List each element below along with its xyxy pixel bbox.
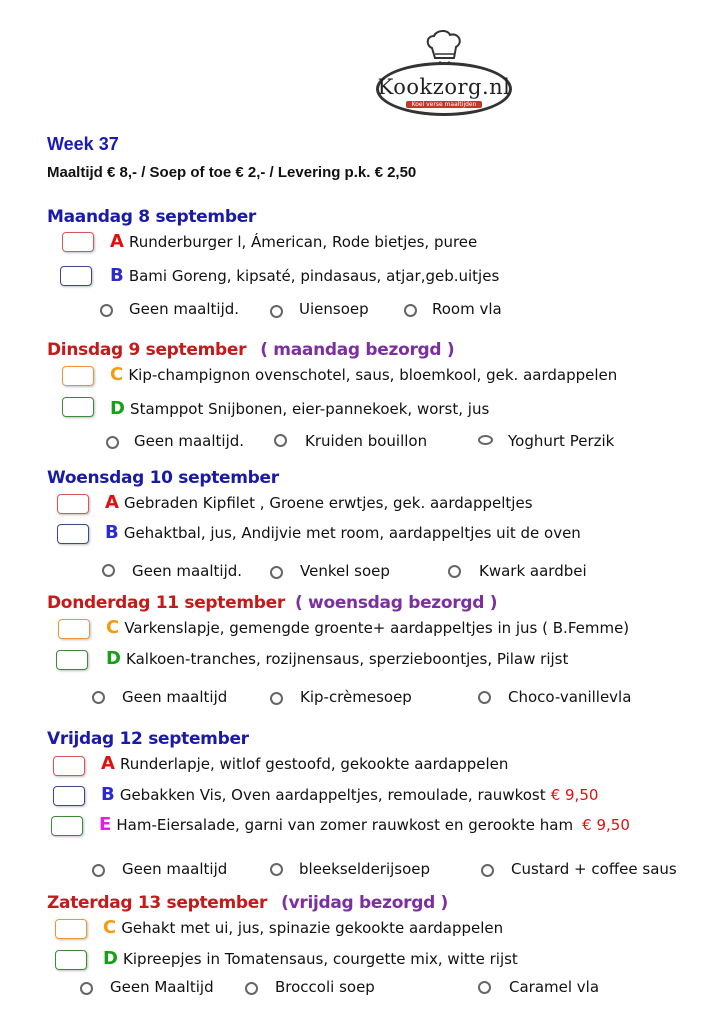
meal-checkbox[interactable] <box>60 266 92 286</box>
day-title-woensdag: Woensdag 10 september <box>47 468 279 488</box>
radio-button[interactable] <box>245 982 258 995</box>
day-title-zaterdag: Zaterdag 13 september (vrijdag bezorgd ) <box>47 893 449 913</box>
meal-checkbox[interactable] <box>62 232 94 252</box>
option-label: Caramel vla <box>509 978 600 996</box>
option-label: Uiensoep <box>299 300 369 318</box>
option-label: Kwark aardbei <box>479 562 587 580</box>
meal-option-d: D Stamppot Snijbonen, eier-pannekoek, worst, jus <box>110 398 490 419</box>
option-label: Custard + coffee saus <box>511 860 677 878</box>
meal-option-d: D Kalkoen-tranches, rozijnensaus, sperzieboontjes, Pilaw rijst <box>106 648 569 669</box>
option-label: Choco-vanillevla <box>508 688 632 706</box>
meal-checkbox[interactable] <box>51 816 83 836</box>
meal-checkbox[interactable] <box>55 950 87 970</box>
meal-option-c: C Kip-champignon ovenschotel, saus, bloemkool, gek. aardappelen <box>110 364 618 385</box>
meal-option-c: C Varkenslapje, gemengde groente+ aardappeltjes in jus ( B.Femme) <box>106 617 630 638</box>
logo-name: Kookzorg.nl <box>377 75 511 99</box>
meal-option-c: C Gehakt met ui, jus, spinazie gekookte aardappelen <box>103 917 504 938</box>
meal-checkbox[interactable] <box>53 756 85 776</box>
radio-button[interactable] <box>270 305 283 318</box>
week-title: Week 37 <box>47 134 119 154</box>
option-label: Venkel soep <box>300 562 390 580</box>
meal-option-b: B Gebakken Vis, Oven aardappeltjes, remoulade, rauwkost € 9,50 <box>101 784 599 805</box>
radio-button[interactable] <box>270 566 283 579</box>
day-title-dinsdag: Dinsdag 9 september ( maandag bezorgd ) <box>47 340 455 360</box>
option-label: Geen maaltijd. <box>129 300 240 318</box>
meal-checkbox[interactable] <box>62 366 94 386</box>
option-label: Yoghurt Perzik <box>508 432 615 450</box>
radio-button[interactable] <box>270 863 283 876</box>
radio-button[interactable] <box>80 982 93 995</box>
meal-checkbox[interactable] <box>53 786 85 806</box>
radio-button[interactable] <box>274 434 287 447</box>
radio-button[interactable] <box>92 864 105 877</box>
meal-option-b: B Bami Goreng, kipsaté, pindasaus, atjar,geb.uitjes <box>110 265 500 286</box>
meal-checkbox[interactable] <box>57 494 89 514</box>
radio-button[interactable] <box>100 304 113 317</box>
option-label: Kip-crèmesoep <box>300 688 412 706</box>
option-label: Geen maaltijd. <box>134 432 245 450</box>
kookzorg-logo <box>374 30 518 122</box>
meal-checkbox[interactable] <box>62 397 94 417</box>
radio-button[interactable] <box>102 564 115 577</box>
radio-button[interactable] <box>448 565 461 578</box>
option-label: Geen maaltijd. <box>132 562 243 580</box>
meal-option-b: B Gehaktbal, jus, Andijvie met room, aardappeltjes uit de oven <box>105 522 581 543</box>
meal-checkbox[interactable] <box>57 524 89 544</box>
meal-option-e: E Ham-Eiersalade, garni van zomer rauwkost en gerookte ham € 9,50 <box>99 814 630 835</box>
meal-checkbox[interactable] <box>58 619 90 639</box>
option-label: Geen maaltijd <box>122 860 228 878</box>
radio-button[interactable] <box>478 981 491 994</box>
radio-button[interactable] <box>404 304 417 317</box>
meal-option-a: A Gebraden Kipfilet , Groene erwtjes, gek. aardappeltjes <box>105 492 533 513</box>
meal-option-d: D Kipreepjes in Tomatensaus, courgette mix, witte rijst <box>103 948 518 969</box>
day-title-vrijdag: Vrijdag 12 september <box>47 729 249 749</box>
option-label: Broccoli soep <box>275 978 375 996</box>
price-line: Maaltijd € 8,- / Soep of toe € 2,- / Levering p.k. € 2,50 <box>47 164 417 181</box>
radio-button[interactable] <box>481 864 494 877</box>
radio-button[interactable] <box>478 435 493 445</box>
option-label: Room vla <box>432 300 502 318</box>
radio-button[interactable] <box>478 691 491 704</box>
logo-tagline: Koel verse maaltijden <box>374 101 514 108</box>
meal-checkbox[interactable] <box>55 919 87 939</box>
radio-button[interactable] <box>106 436 119 449</box>
meal-option-a: A Runderburger l, Ámerican, Rode bietjes, puree <box>110 231 478 252</box>
option-label: Kruiden bouillon <box>305 432 428 450</box>
meal-option-a: A Runderlapje, witlof gestoofd, gekookte aardappelen <box>101 753 509 774</box>
radio-button[interactable] <box>92 691 105 704</box>
day-title-donderdag: Donderdag 11 september ( woensdag bezorgd ) <box>47 593 498 613</box>
meal-checkbox[interactable] <box>56 650 88 670</box>
option-label: Geen Maaltijd <box>110 978 214 996</box>
day-title-maandag: Maandag 8 september <box>47 207 257 227</box>
option-label: Geen maaltijd <box>122 688 228 706</box>
radio-button[interactable] <box>270 692 283 705</box>
option-label: bleekselderijsoep <box>299 860 431 878</box>
